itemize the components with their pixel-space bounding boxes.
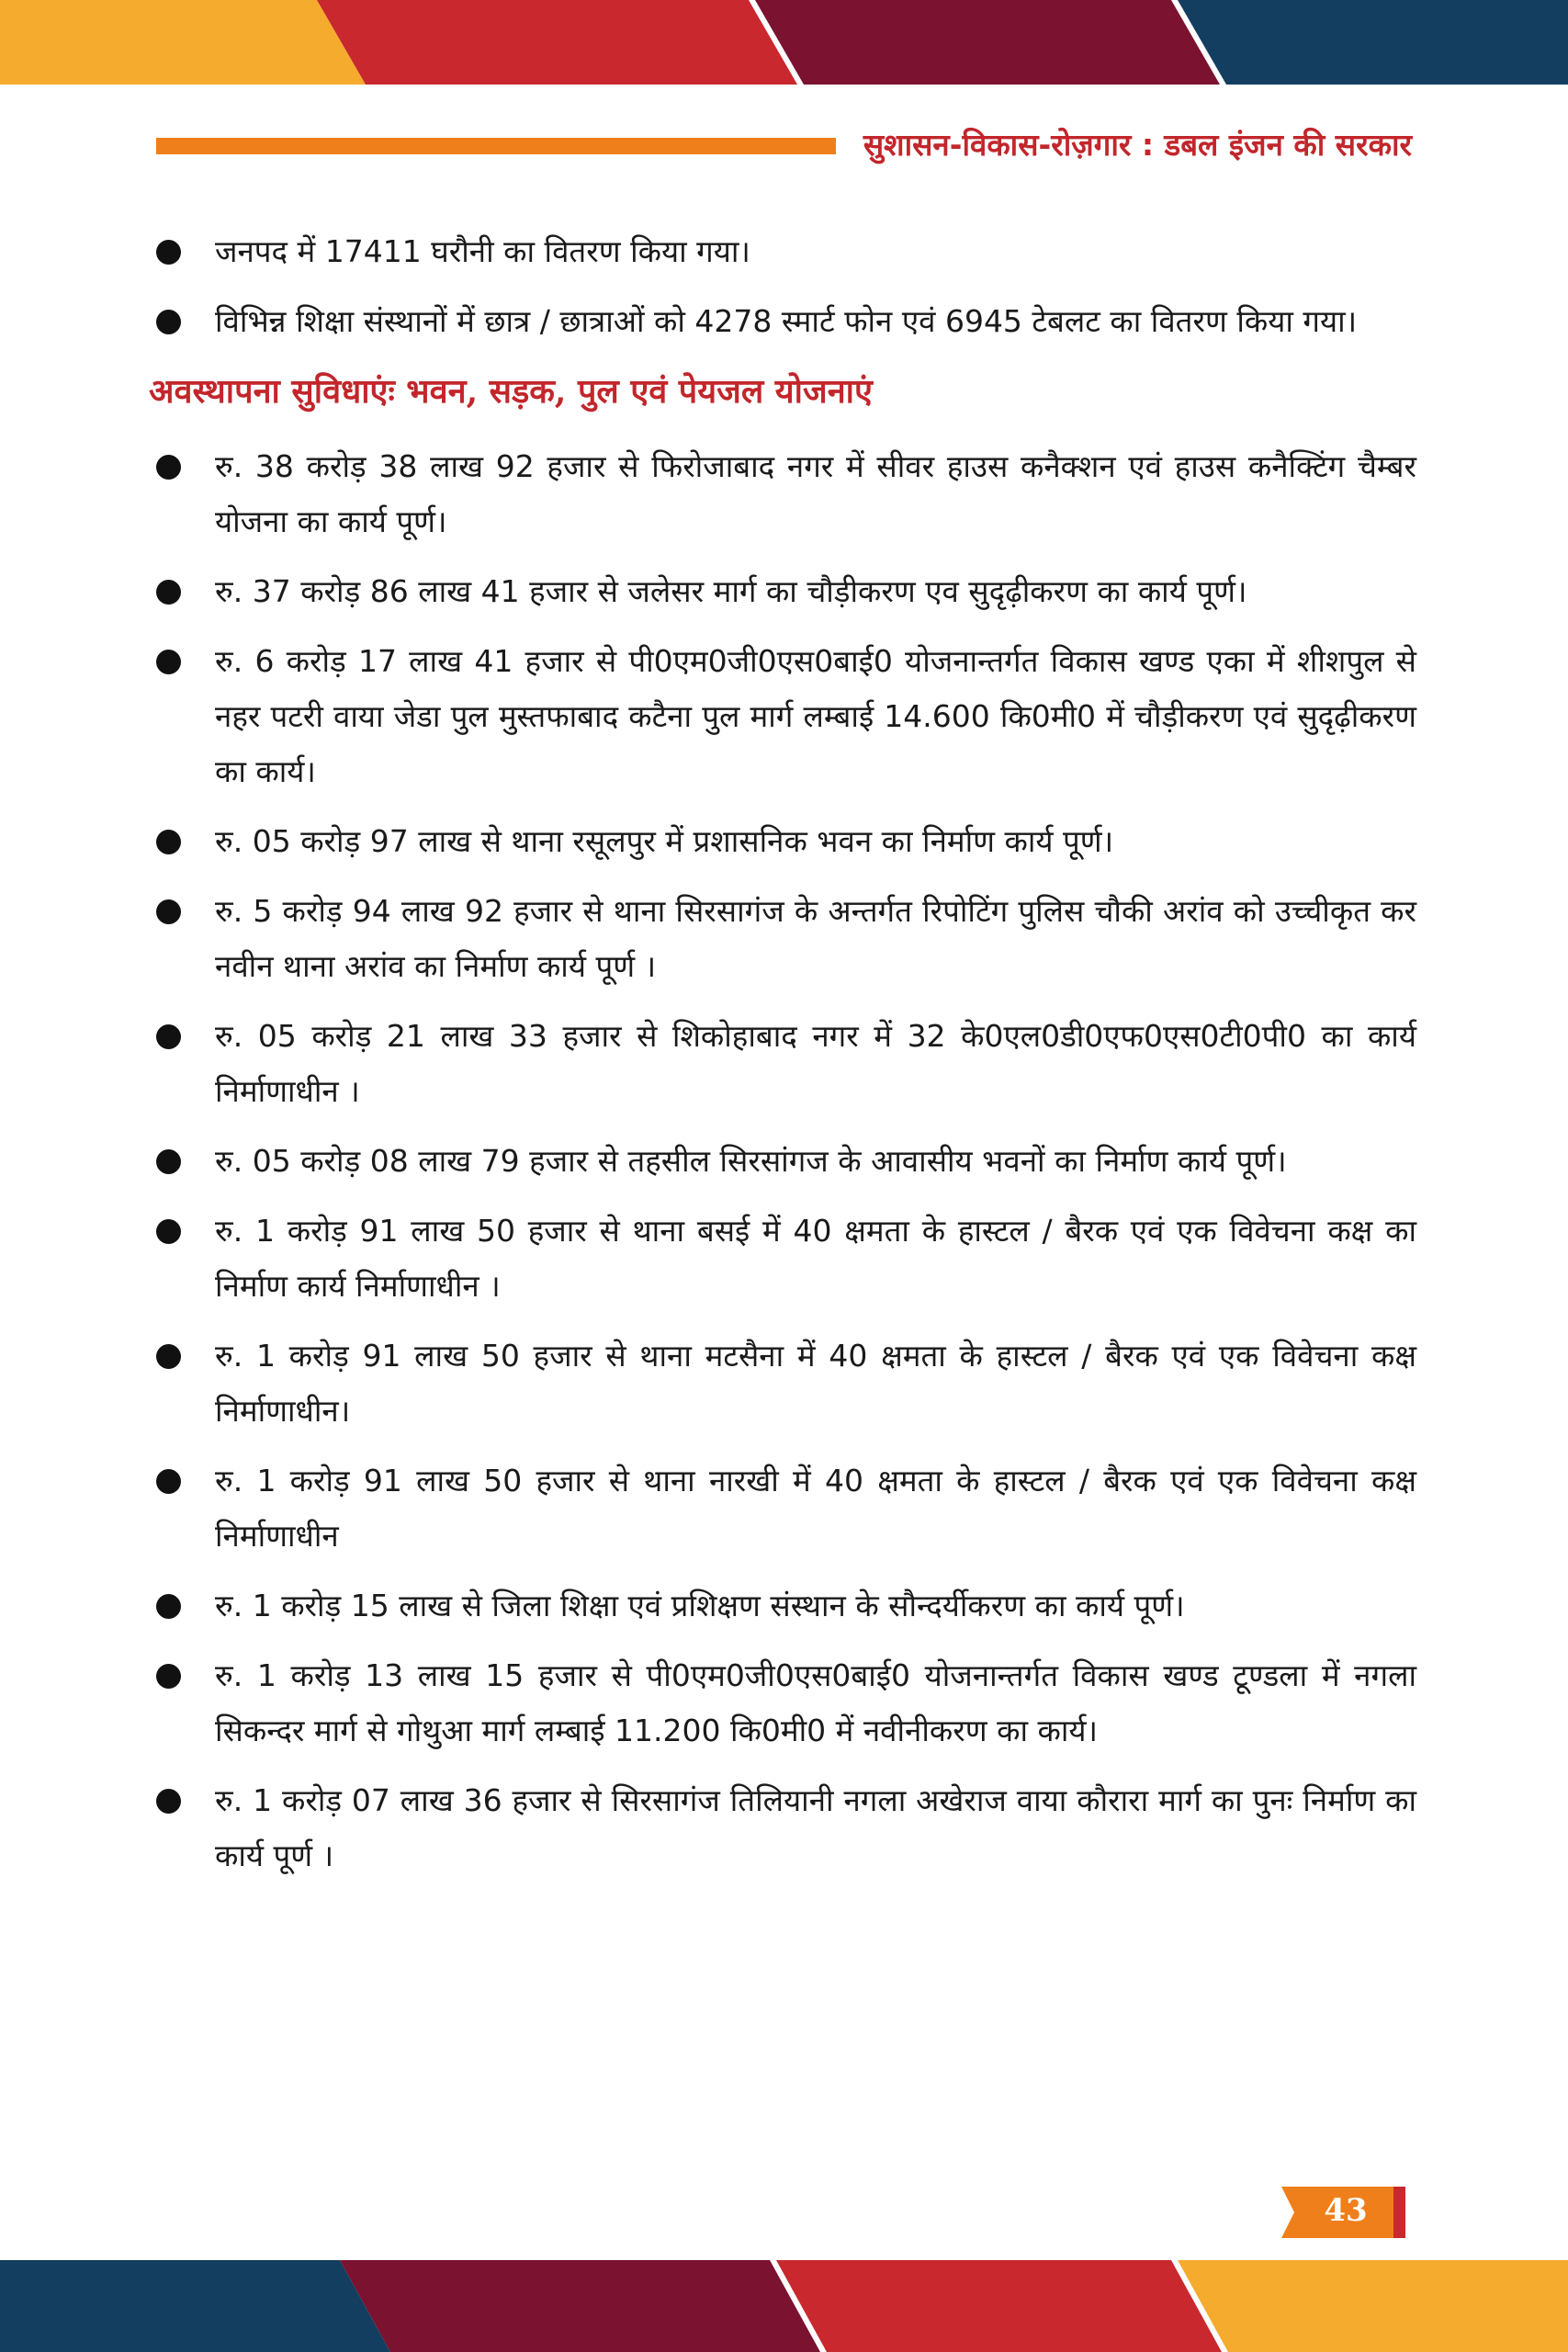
list-item-text: रु. 38 करोड़ 38 लाख 92 हजार से फिरोजाबाद नगर में सीवर हाउस कनैक्शन एवं हाउस कनैक्टिंग चैम्बर योजना का कार्य पूर्ण। [215,448,1416,539]
bullet-icon [156,1219,181,1244]
page-number-badge [1281,2187,1405,2238]
list-item [149,564,1416,619]
bullet-icon [156,1789,181,1814]
bullet-icon [156,830,181,854]
list-item [149,1578,1416,1634]
page-header-title: सुशासन-विकास-रोज़गार : डबल इंजन की सरकार [863,127,1412,163]
list-item-text: रु. 6 करोड़ 17 लाख 41 हजार से पी0एम0जी0एस0बाई0 योजनान्तर्गत विकास खण्ड एका में शीशपुल से नहर पटरी वाया जेडा पुल मुस्तफाबाद कटैना पुल मार्ग लम्बाई 14.600 कि0मी0 में चौड़ीकरण एवं सुदृढ़ीकरण का कार्य। [215,643,1416,789]
list-item [149,1453,1416,1564]
bullet-icon [156,899,181,924]
list-item [149,1204,1416,1314]
header-rule [156,138,836,154]
page-content [149,224,1416,1898]
bullet-icon [156,1024,181,1049]
list-item-text: जनपद में 17411 घरौनी का वितरण किया गया। [215,233,750,269]
bullet-icon [156,650,181,674]
list-item [149,1773,1416,1883]
bullet-icon [156,1344,181,1369]
list-item-text: रु. 1 करोड़ 13 लाख 15 हजार से पी0एम0जी0एस0बाई0 योजनान्तर्गत विकास खण्ड टूण्डला में नगला सिकन्दर मार्ग से गोथुआ मार्ग लम्बाई 11.200 कि0मी0 में नवीनीकरण का कार्य। [215,1657,1416,1748]
list-item [149,1134,1416,1189]
bullet-icon [156,455,181,480]
list-item-text: रु. 1 करोड़ 91 लाख 50 हजार से थाना बसई में 40 क्षमता के हास्टल / बैरक एवं एक विवेचना कक्ष का निर्माण कार्य निर्माणाधीन । [215,1213,1416,1304]
bullet-icon [156,310,181,334]
list-item-text: रु. 1 करोड़ 91 लाख 50 हजार से थाना नारखी में 40 क्षमता के हास्टल / बैरक एवं एक विवेचना कक्ष निर्माणाधीन [215,1463,1416,1554]
list-item-text: रु. 1 करोड़ 15 लाख से जिला शिक्षा एवं प्रशिक्षण संस्थान के सौन्दर्यीकरण का कार्य पूर्ण। [215,1588,1185,1623]
list-item [149,634,1416,799]
list-item [149,439,1416,549]
bullet-icon [156,1664,181,1689]
list-item [149,294,1416,349]
bullet-icon [156,1149,181,1174]
list-item-text: रु. 05 करोड़ 97 लाख से थाना रसूलपुर में प्रशासनिक भवन का निर्माण कार्य पूर्ण। [215,823,1114,859]
list-item [149,884,1416,994]
top-decorative-band [0,0,1568,85]
list-item-text: रु. 05 करोड़ 21 लाख 33 हजार से शिकोहाबाद नगर में 32 के0एल0डी0एफ0एस0टी0पी0 का कार्य निर्माणाधीन । [215,1018,1416,1109]
bullet-icon [156,1594,181,1619]
bullet-icon [156,580,181,605]
bullet-icon [156,240,181,265]
list-item [149,224,1416,279]
list-item [149,1648,1416,1758]
page-number: 43 [1324,2192,1368,2229]
list-item-text: रु. 5 करोड़ 94 लाख 92 हजार से थाना सिरसागंज के अन्तर्गत रिपोटिंग पुलिस चौकी अरांव को उच्चीकृत कर नवीन थाना अरांव का निर्माण कार्य पूर्ण । [215,893,1416,984]
list-item-text: रु. 1 करोड़ 07 लाख 36 हजार से सिरसागंज तिलियानी नगला अखेराज वाया कौरारा मार्ग का पुनः निर्माण का कार्य पूर्ण । [215,1782,1416,1873]
bullet-icon [156,1469,181,1494]
list-item [149,814,1416,869]
list-item-text: विभिन्न शिक्षा संस्थानों में छात्र / छात्राओं को 4278 स्मार्ट फोन एवं 6945 टेबलट का वितरण किया गया। [215,303,1358,339]
bottom-decorative-band [0,2260,1568,2352]
section-heading: अवस्थापना सुविधाएंः भवन, सड़क, पुल एवं पेयजल योजनाएं [149,372,873,411]
list-item-text: रु. 1 करोड़ 91 लाख 50 हजार से थाना मटसैना में 40 क्षमता के हास्टल / बैरक एवं एक विवेचना कक्ष निर्माणाधीन। [215,1338,1416,1429]
list-item-text: रु. 37 करोड़ 86 लाख 41 हजार से जलेसर मार्ग का चौड़ीकरण एव सुदृढ़ीकरण का कार्य पूर्ण। [215,573,1247,609]
list-item [149,1329,1416,1439]
list-item [149,1009,1416,1119]
list-item-text: रु. 05 करोड़ 08 लाख 79 हजार से तहसील सिरसांगज के आवासीय भवनों का निर्माण कार्य पूर्ण। [215,1143,1287,1179]
